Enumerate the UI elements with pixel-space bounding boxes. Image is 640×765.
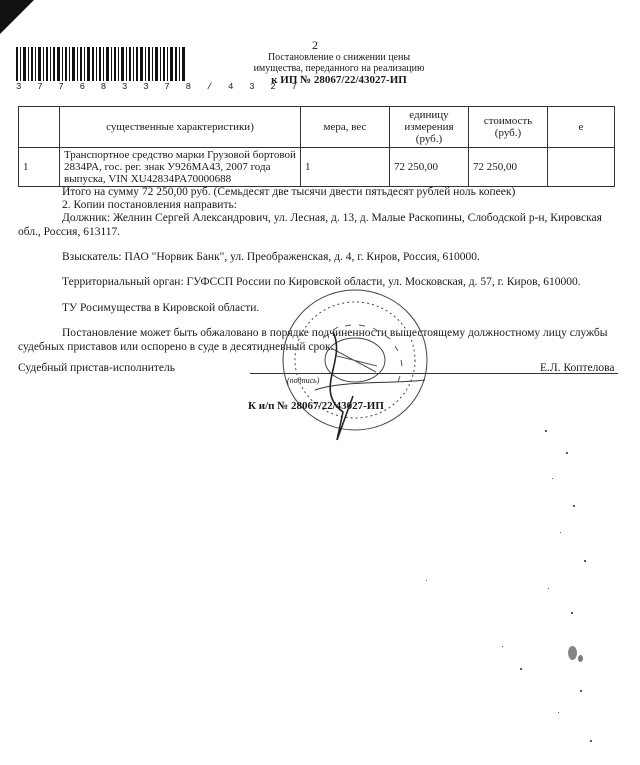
appeal-line-1: Постановление может быть обжаловано в порядке подчиненности вышестоящему должностному лицу службы xyxy=(62,327,608,339)
debtor-line-2: обл., Россия, 613117. xyxy=(18,226,121,238)
row-measure: 1 xyxy=(301,148,390,187)
barcode xyxy=(16,47,186,81)
claimant: Взыскатель: ПАО "Норвик Банк", ул. Преображенская, д. 4, г. Киров, Россия, 610000. xyxy=(62,251,480,263)
header-case-number: к ИП № 28067/22/43027-ИП xyxy=(271,74,407,86)
header-line-2: имущества, переданного на реализацию xyxy=(253,63,425,74)
barcode-digits: 3 7 7 6 8 3 3 7 8 / 4 3 2 7 xyxy=(16,82,303,92)
official-seal-with-signature xyxy=(255,280,435,450)
property-table xyxy=(18,106,615,187)
row-last xyxy=(548,148,615,187)
header-num xyxy=(19,107,60,148)
footer-case-ref: К и/п № 28067/22/43027-ИП xyxy=(248,400,384,412)
table-row xyxy=(19,148,615,187)
territorial-body: Территориальный орган: ГУФССП России по Кировской области, ул. Московская, д. 57, г. Киров, 610000. xyxy=(62,276,581,288)
row-unit-price: 72 250,00 xyxy=(390,148,469,187)
total-sum: Итого на сумму 72 250,00 руб. (Семьдесят две тысячи двести пятьдесят рублей ноль копеек) xyxy=(62,186,516,198)
row-num: 1 xyxy=(19,148,60,187)
copies-heading: 2. Копии постановления направить: xyxy=(62,199,237,211)
scan-corner-mark xyxy=(0,0,34,34)
debtor-line-1: Должник: Желнин Сергей Александрович, ул. Лесная, д. 13, д. Малые Раскопины, Слободской р-н, Кировская xyxy=(62,212,602,224)
row-characteristics: Транспортное средство марки Грузовой бортовой 2834PA, гос. рег. знак У926МА43, 2007 года выпуска, VIN XU42834PA70000688 xyxy=(60,148,301,187)
header-last: е xyxy=(548,107,615,148)
table-header-row xyxy=(19,107,615,148)
signature-caption: (подпись) xyxy=(287,376,320,385)
page-number: 2 xyxy=(312,38,318,52)
header-measure: мера, вес xyxy=(301,107,390,148)
header-cost: стоимость (руб.) xyxy=(469,107,548,148)
bailiff-name: Е.Л. Коптелова xyxy=(540,362,615,374)
appeal-line-2: судебных приставов или оспорено в суде в десятидневный срок. xyxy=(18,341,334,353)
row-cost: 72 250,00 xyxy=(469,148,548,187)
header-unit-price: единицу измерения (руб.) xyxy=(390,107,469,148)
header-line-1: Постановление о снижении цены xyxy=(267,52,411,63)
tu-rosimushchestvo: ТУ Росимущества в Кировской области. xyxy=(62,302,260,314)
header-characteristics: существенные характеристики) xyxy=(60,107,301,148)
bailiff-role: Судебный пристав-исполнитель xyxy=(18,362,175,374)
